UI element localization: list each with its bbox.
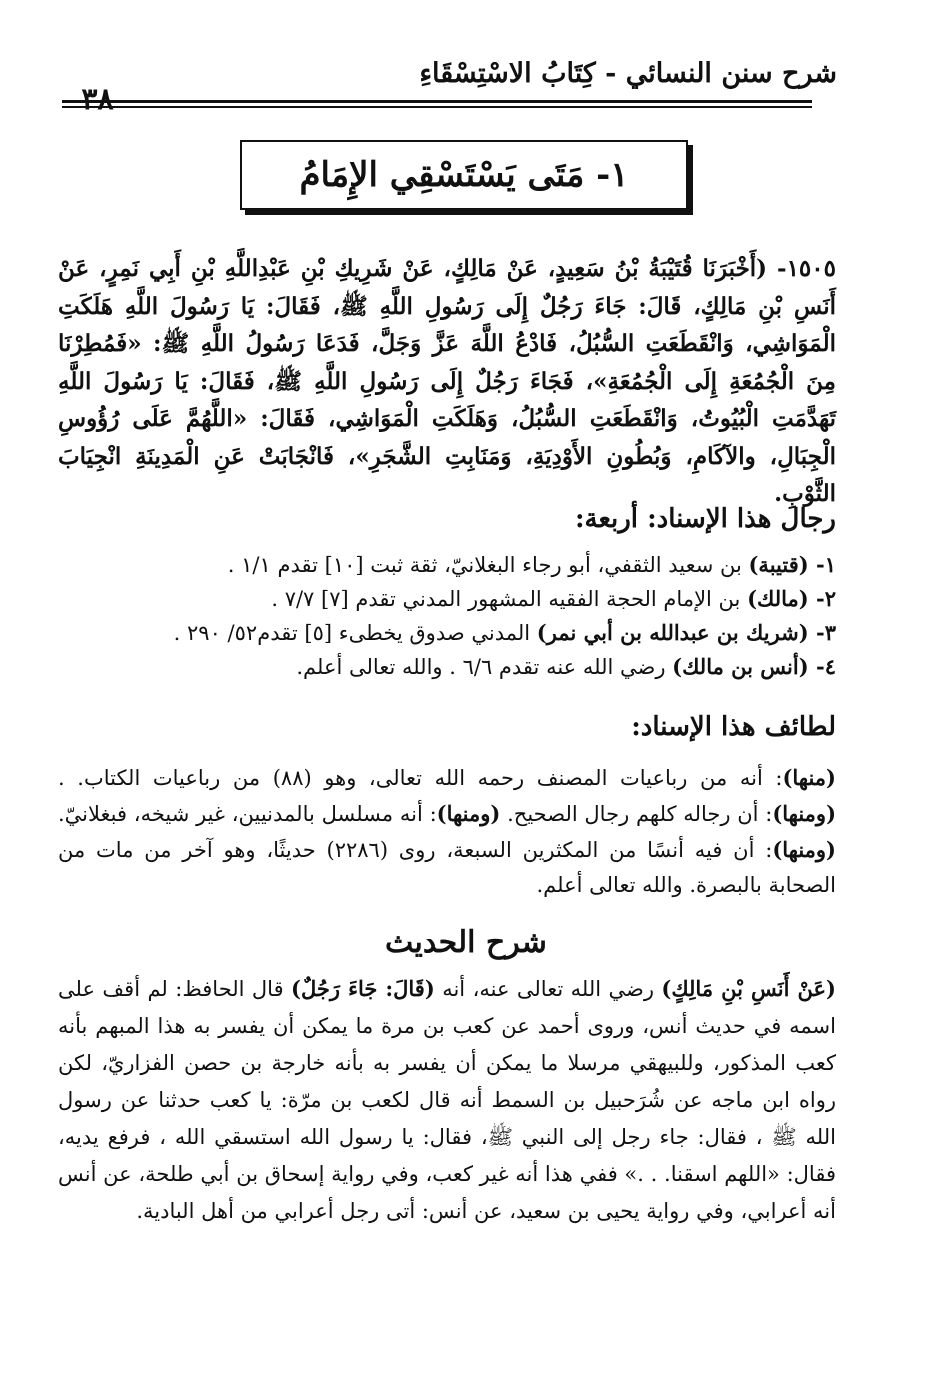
sharh-paragraph <box>58 970 836 1230</box>
lataif-text: : أنه مسلسل بالمدنيين، غير شيخه، فبغلانيّ. <box>58 802 437 826</box>
lataif-heading: لطائف هذا الإسناد: <box>631 712 836 742</box>
running-header-title: شرح سنن النسائي - كِتَابُ الاسْتِسْقَاءِ <box>419 58 837 89</box>
narrator-item <box>76 616 836 650</box>
lataif-label: (ومنها) <box>772 837 836 862</box>
lataif-label: (ومنها) <box>772 801 837 826</box>
rijal-heading: رجال هذا الإسناد: أربعة: <box>574 504 836 534</box>
narrator-info: المدني صدوق يخطىء [٥] تقدم٥٢/ ٢٩٠ . <box>173 621 537 645</box>
lataif-label: (منها) <box>782 765 836 790</box>
narrator-info: بن سعيد الثقفي، أبو رجاء البغلانيّ، ثقة ثبت [١٠] تقدم ١/١ . <box>227 553 749 577</box>
sharh-quote: (قَالَ: جَاءَ رَجُلٌ) <box>291 976 435 1001</box>
lataif-paragraph <box>58 760 836 903</box>
narrator-name: ١- (قتيبة) <box>748 552 836 577</box>
narrator-name: ٤- (أنس بن مالك) <box>672 654 836 679</box>
lataif-label: (ومنها) <box>436 801 501 826</box>
lataif-text: : أن رجاله كلهم رجال الصحيح. <box>500 802 773 826</box>
page-number <box>20 82 175 117</box>
chapter-title: ١- مَتَى يَسْتَسْقِي الإِمَامُ <box>299 155 629 195</box>
narrator-list <box>76 548 836 684</box>
narrator-name: ٣- (شريك بن عبدالله بن أبي نمر) <box>536 620 836 645</box>
sharh-text: قال الحافظ: لم أقف على اسمه في حديث أنس، وروى أحمد عن كعب بن مرة ما يمكن أن يفسر به هذا المبهم بأنه كعب المذكور، وللبيهقي مرسلا ما يمكن أن يفسر به بأنه خارجة بن حصن الفزاريّ، لكن رواه ابن ماجه عن شُرَحبيل بن السمط أنه قال لكعب بن مرّة: يا كعب حدثنا عن رسول الله ﷺ ، فقال: جاء رجل إلى النبي ﷺ، فقال: يا رسول الله استسقي الله ، فرفع يديه، فقال: «اللهم اسقنا. . .» ففي هذا أنه غير كعب، وفي رواية إسحاق بن أبي طلحة، عن أنس أنه أعرابي، وفي رواية يحيى بن سعيد، عن أنس: أتى رجل أعرابي من أهل البادية. <box>58 977 836 1223</box>
narrator-info: بن الإمام الحجة الفقيه المشهور المدني تقدم [٧] ٧/٧ . <box>271 587 748 611</box>
sharh-text: رضي الله تعالى عنه، أنه <box>434 977 662 1001</box>
narrator-item <box>76 548 836 582</box>
lataif-text: : أن فيه أنسًا من المكثرين السبعة، روى (٢٢٨٦) حديثًا، وهو آخر من مات من الصحابة بالبصرة. والله تعالى أعلم. <box>58 838 836 897</box>
narrator-item <box>76 650 836 684</box>
narrator-info: رضي الله عنه تقدم ٦/٦ . والله تعالى أعلم. <box>296 655 673 679</box>
hadith-text: ١٥٠٥- (أَخْبَرَنَا قُتَيْبَةُ بْنُ سَعِيدٍ، عَنْ مَالِكٍ، عَنْ شَرِيكِ بْنِ عَبْدِاللَّهِ بْنِ أَبِي نَمِرٍ، عَنْ أَنَسِ بْنِ مَالِكٍ، قَالَ: جَاءَ رَجُلٌ إِلَى رَسُولِ اللَّهِ ﷺ، فَقَالَ: يَا رَسُولَ اللَّهِ هَلَكَتِ الْمَوَاشِي، وَانْقَطَعَتِ السُّبُلُ، فَادْعُ اللَّهَ عَزَّ وَجَلَّ، فَدَعَا رَسُولُ اللَّهِ ﷺ: «فَمُطِرْنَا مِنَ الْجُمُعَةِ إِلَى الْجُمُعَةِ»، فَجَاءَ رَجُلٌ إِلَى رَسُولِ اللَّهِ ﷺ، فَقَالَ: يَا رَسُولَ اللَّهِ تَهَدَّمَتِ الْبُيُوتُ، وَانْقَطَعَتِ السُّبُلُ، وَهَلَكَتِ الْمَوَاشِي، فَقَالَ: «اللَّهُمَّ عَلَى رُؤُوسِ الْجِبَالِ، والآكَامِ، وَبُطُونِ الأَوْدِيَةِ، وَمَنَابِتِ الشَّجَرِ»، فَانْجَابَتْ عَنِ الْمَدِينَةِ انْجِيَابَ الثَّوْبِ. <box>58 255 836 507</box>
page-number-text: ٣٨ <box>81 82 114 117</box>
chapter-title-box <box>240 140 688 210</box>
narrator-name: ٢- (مالك) <box>747 586 836 611</box>
sharh-quote: (عَنْ أَنَسِ بْنِ مَالِكٍ) <box>661 976 836 1001</box>
lataif-text: : أنه من رباعيات المصنف رحمه الله تعالى، وهو (٨٨) من رباعيات الكتاب. . <box>58 766 783 790</box>
narrator-item <box>76 582 836 616</box>
sharh-heading: شرح الحديث <box>385 925 547 960</box>
